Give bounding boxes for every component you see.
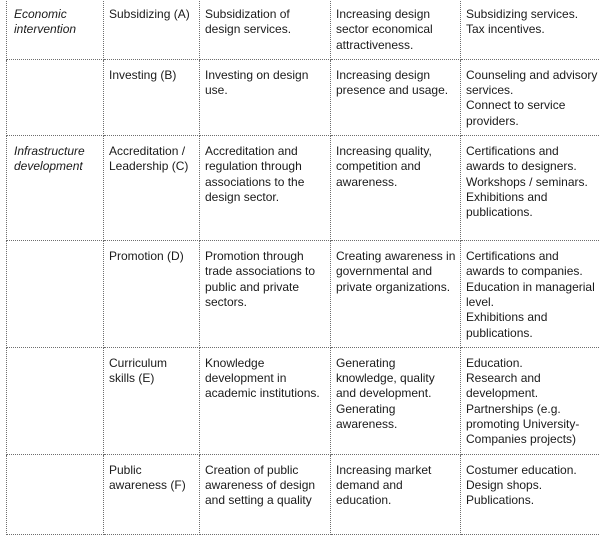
category-cell: Infrastructure development — [7, 136, 104, 241]
effect-cell: Increasing market demand and education. — [331, 454, 461, 534]
effect-cell: Generating knowledge, quality and development. Generating awareness. — [331, 347, 461, 454]
effect-cell: Increasing quality, competition and awareness. — [331, 136, 461, 241]
activity-cell: Public awareness (F) — [104, 454, 200, 534]
activity-cell: Accreditation / Leadership (C) — [104, 136, 200, 241]
measures-cell: Subsidizing services. Tax incentives. — [461, 0, 600, 59]
effect-cell: Increasing design presence and usage. — [331, 59, 461, 135]
description-cell: Promotion through trade associations to public and private sectors. — [200, 241, 331, 348]
table-row — [7, 454, 600, 534]
measures-cell: Counseling and advisory services. Connect to service providers. — [461, 59, 600, 135]
description-cell: Subsidization of design services. — [200, 0, 331, 59]
design-policy-table — [6, 0, 600, 535]
table-row — [7, 0, 600, 59]
activity-cell: Investing (B) — [104, 59, 200, 135]
description-cell: Knowledge development in academic institutions. — [200, 347, 331, 454]
category-cell — [7, 454, 104, 534]
category-cell: Economic intervention — [7, 0, 104, 59]
measures-cell: Costumer education. Design shops. Publications. — [461, 454, 600, 534]
description-cell: Accreditation and regulation through associations to the design sector. — [200, 136, 331, 241]
category-cell — [7, 241, 104, 348]
table-row — [7, 347, 600, 454]
description-cell: Creation of public awareness of design and setting a quality — [200, 454, 331, 534]
table-row — [7, 59, 600, 135]
measures-cell: Certifications and awards to designers. Workshops / seminars. Exhibitions and publications. — [461, 136, 600, 241]
measures-cell: Certifications and awards to companies. Education in managerial level. Exhibitions and publications. — [461, 241, 600, 348]
activity-cell: Curriculum skills (E) — [104, 347, 200, 454]
effect-cell: Increasing design sector economical attractiveness. — [331, 0, 461, 59]
activity-cell: Subsidizing (A) — [104, 0, 200, 59]
description-cell: Investing on design use. — [200, 59, 331, 135]
category-cell — [7, 59, 104, 135]
category-cell — [7, 347, 104, 454]
table-row — [7, 241, 600, 348]
effect-cell: Creating awareness in governmental and private organizations. — [331, 241, 461, 348]
measures-cell: Education. Research and development. Partnerships (e.g. promoting University-Companies projects) — [461, 347, 600, 454]
table-row — [7, 136, 600, 241]
activity-cell: Promotion (D) — [104, 241, 200, 348]
